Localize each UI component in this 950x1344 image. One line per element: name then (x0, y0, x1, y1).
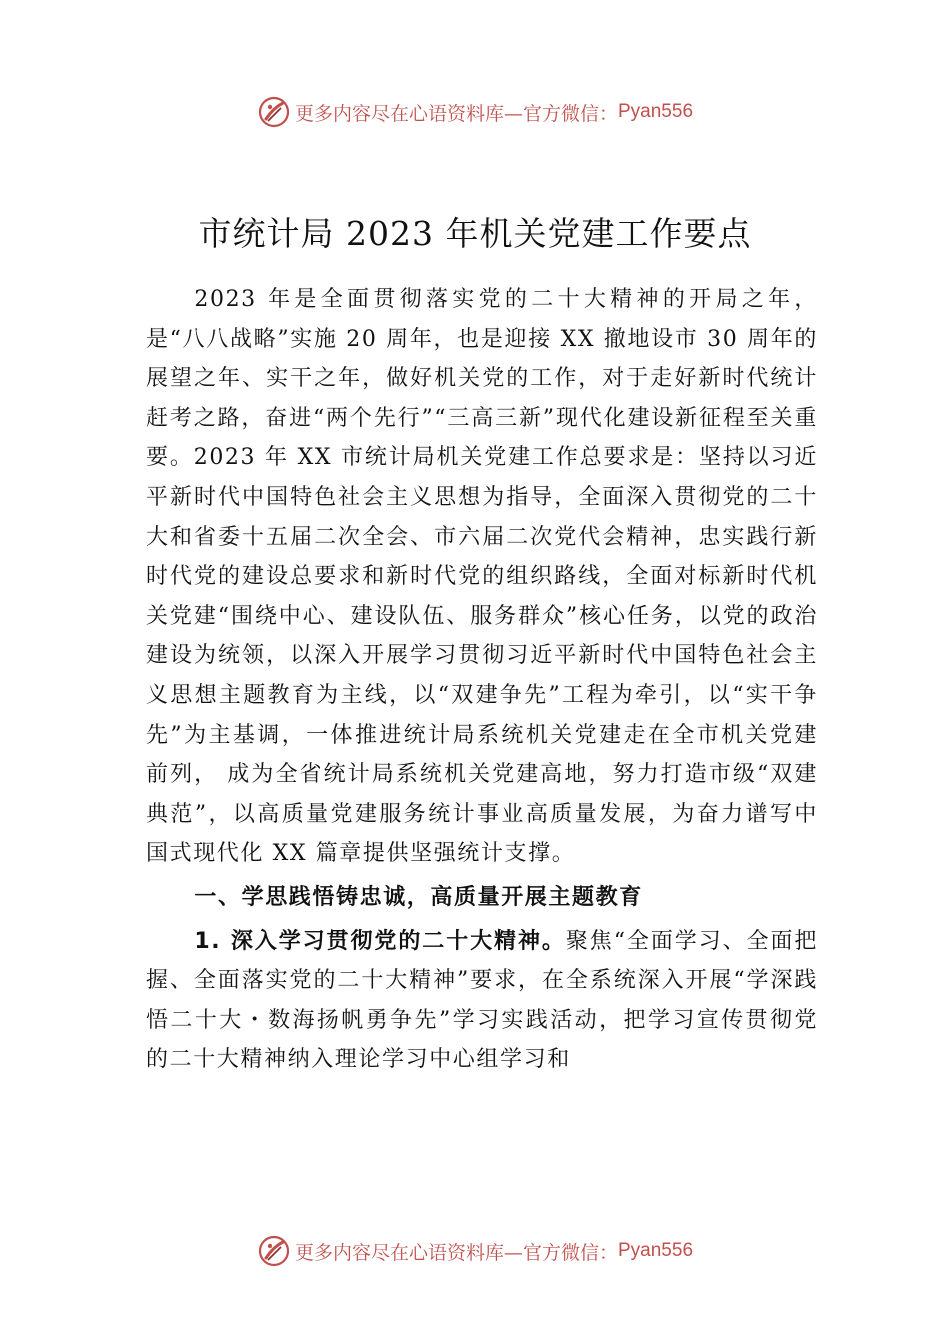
section-heading: 一、学思践悟铸忠诚，高质量开展主题教育 (194, 884, 643, 910)
intro-paragraph: 2023 年是全面贯彻落实党的二十大精神的开局之年，是“八八战略”实施 20 周年，也是迎接 XX 撤地设市 30 周年的展望之年、实干之年，做好机关党的工作，对于走好新时代统计赶考之路，奋进“两个先行”“三高三新”现代化建设新征程至关重要。2023 年 XX 市统计局机关党建工作总要求是：坚持以习近平新时代中国特色社会主义思想为指导，全面深入贯彻党的二十大和省委十五届二次全会、市六届二次党代会精神，忠实践行新时代党的建设总要求和新时代党的组织路线，全面对标新时代机关党建“围绕中心、建设队伍、服务群众”核心任务，以党的政治建设为统领，以深入开展学习贯彻习近平新时代中国特色社会主义思想主题教育为主线，以“双建争先”工程为牵引，以“实干争先”为主基调，一体推进统计局系统机关党建走在全市机关党建前列， 成为全省统计局系统机关党建高地，努力打造市级“双建典范”，以高质量党建服务统计事业高质量发展，为奋力谱写中国式现代化 XX 篇章提供坚强统计支撑。 (146, 287, 818, 867)
watermark-handle: Pyan556 (618, 101, 694, 122)
document-body (146, 280, 818, 1080)
watermark-header (0, 95, 950, 129)
document-title: 市统计局 2023 年机关党建工作要点 (198, 214, 752, 254)
watermark-text: 更多内容尽在心语资料库—官方微信： (294, 1241, 618, 1264)
watermark-text: 更多内容尽在心语资料库—官方微信： (294, 102, 618, 125)
item-paragraph (146, 922, 818, 1080)
watermark-footer (0, 1234, 950, 1268)
watermark-logo-icon (257, 95, 291, 129)
item-body: 聚焦“全面学习、全面把握、全面落实党的二十大精神”要求，在全系统深入开展“学深践悟二十大・数海扬帆勇争先”学习实践活动，把学习宣传贯彻党的二十大精神纳入理论学习中心组学习和 (146, 928, 818, 1073)
watermark-logo-icon (257, 1234, 291, 1268)
item-lead: 1. 深入学习贯彻党的二十大精神。 (194, 928, 566, 954)
watermark-handle: Pyan556 (618, 1240, 694, 1261)
